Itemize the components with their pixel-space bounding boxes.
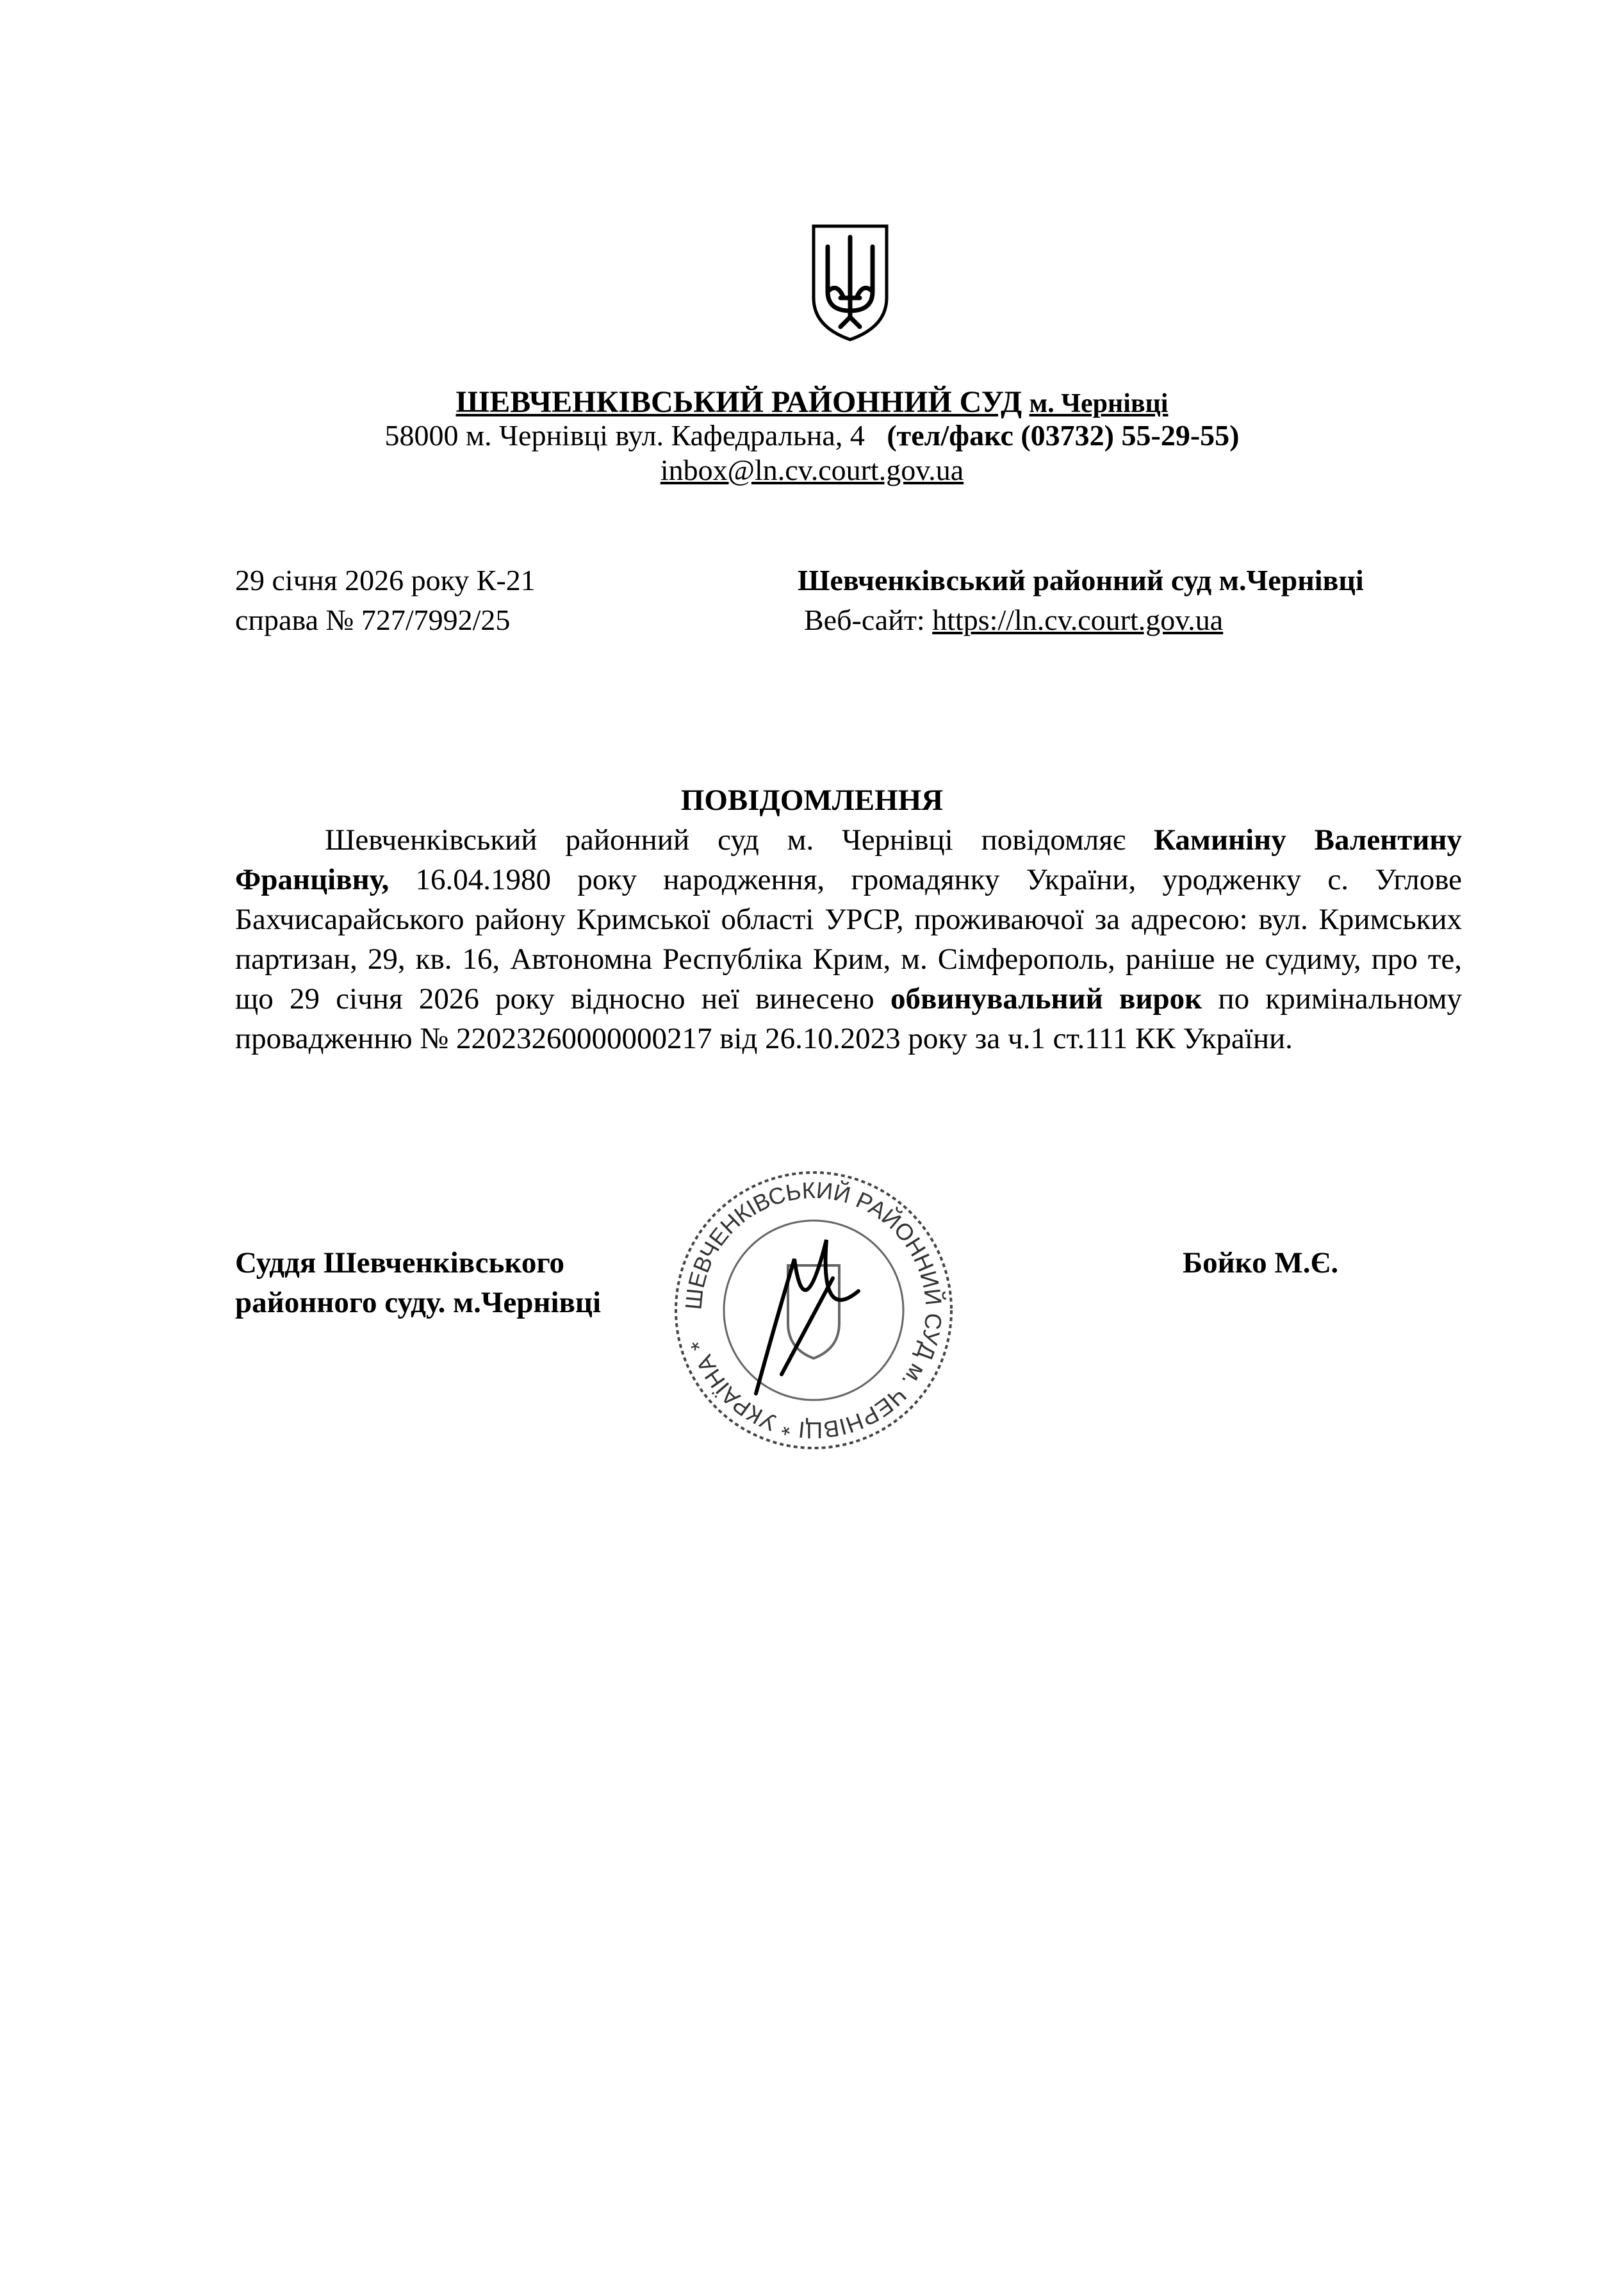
court-city: м. Чернівці: [1029, 389, 1169, 418]
coat-of-arms-trident-icon: [808, 221, 892, 343]
website-line: [804, 602, 1223, 638]
signature-line-1: Суддя Шевченківського: [235, 1246, 564, 1280]
body-text-2: 16.04.1980 року народження, громадянку України, уродженку с. Углове Бахчисарайського району Кримської області УРСР, проживаючої за адресою: вул. Кримських партизан, 29, кв. 16, Автономна Республіка Крим, м. Сімферополь, раніше не судиму, про те, що 29 січня 2026 року відносно неї винесено: [235, 863, 1462, 1016]
court-address: 58000 м. Чернівці вул. Кафедральна, 4: [384, 419, 865, 452]
signature-scribble: [756, 1240, 858, 1394]
court-address-line: [0, 418, 1624, 454]
website-label: Веб-сайт:: [804, 604, 933, 636]
court-header-title: [0, 384, 1624, 422]
body-text-1: Шевченківський районний суд м. Чернівці повідомляє: [325, 823, 1154, 857]
notice-body: [235, 820, 1462, 1058]
defendant-name: Каминіну Валентину Францівну,: [235, 823, 1463, 896]
document-title: ПОВІДОМЛЕННЯ: [680, 784, 944, 817]
stamp-text: ШЕВЧЕНКІВСЬКИЙ РАЙОННИЙ СУД м. ЧЕРНІВЦІ * УКРАЇНА *: [680, 1176, 947, 1444]
date-reference: 29 січня 2026 року К-21: [235, 564, 536, 597]
court-phone: (тел/факс (03732) 55-29-55): [887, 419, 1240, 452]
court-stamp-seal-icon: [666, 1163, 961, 1458]
court-name: ШЕВЧЕНКІВСЬКИЙ РАЙОННИЙ СУД: [455, 385, 1022, 419]
judge-name: Бойко М.Є.: [1183, 1246, 1339, 1280]
body-text-3: по кримінальному провадженню № 22023260000000217 від 26.10.2023 року за ч.1 ст.111 КК України.: [235, 982, 1463, 1055]
recipient: Шевченківський районний суд м.Чернівці: [798, 564, 1364, 597]
verdict: обвинувальний вирок: [890, 982, 1202, 1016]
court-email-link[interactable]: inbox@ln.cv.court.gov.ua: [660, 454, 964, 486]
signature-line-2: районного суду. м.Чернівці: [235, 1286, 602, 1319]
website-link[interactable]: https://ln.cv.court.gov.ua: [932, 604, 1224, 636]
case-number: справа № 727/7992/25: [235, 604, 511, 636]
signature-title: [235, 1243, 601, 1322]
